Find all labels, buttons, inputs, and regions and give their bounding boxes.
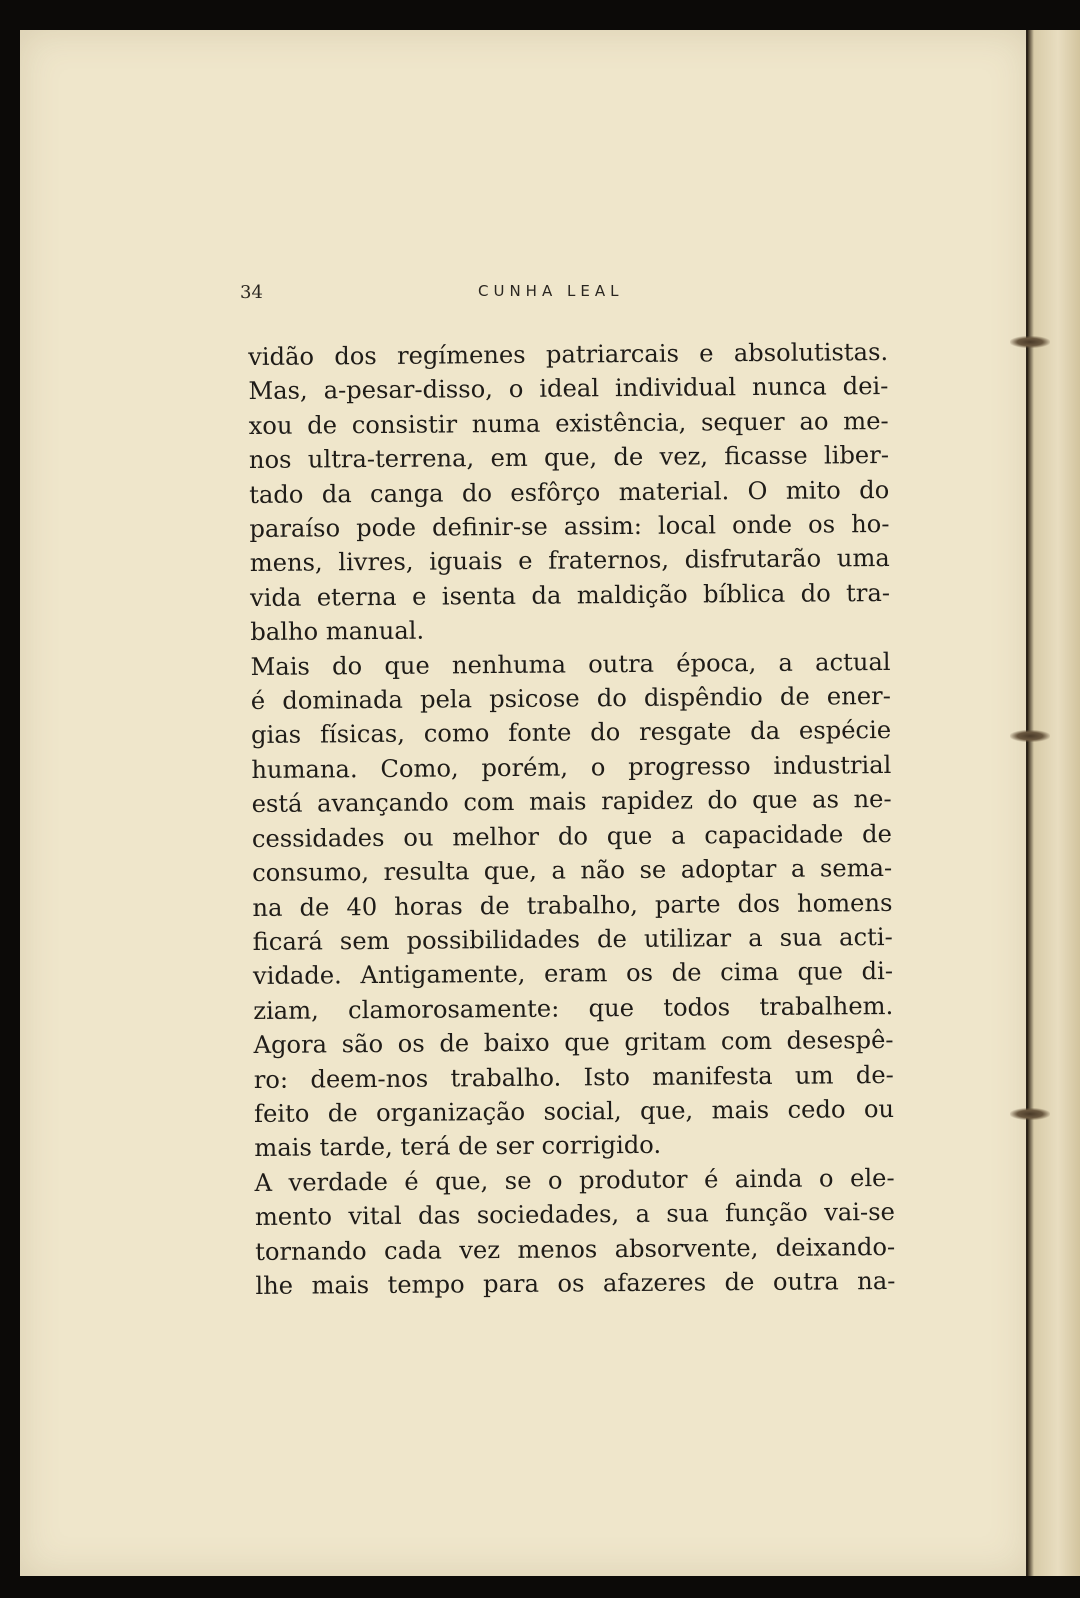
text-line: A verdade é que, se o produtor é ainda o ele- (254, 1163, 895, 1197)
text-line: tornando cada vez menos absorvente, deixando- (255, 1232, 896, 1266)
text-line: mento vital das sociedades, a sua função vai-se (254, 1198, 895, 1232)
running-title: CUNHA LEAL (478, 282, 624, 300)
page-number: 34 (240, 282, 263, 303)
text-line: gias físicas, como fonte do resgate da espécie (250, 716, 892, 750)
text-line: xou de consistir numa existência, sequer ao me- (248, 406, 889, 440)
text-line: ziam, clamorosamente: que todos trabalhem. (253, 991, 894, 1025)
text-line: humana. Como, porém, o progresso industrial (251, 750, 892, 784)
next-page-edge (1028, 30, 1080, 1576)
text-line: Mais do que nenhuma outra época, a actual (250, 647, 891, 681)
binding-stitch (1010, 730, 1050, 742)
running-head (240, 282, 890, 312)
text-line: na de 40 horas de trabalho, parte dos homens (252, 888, 893, 922)
text-line: ro: deem-nos trabalho. Isto manifesta um de- (253, 1060, 894, 1094)
text-line: vida eterna e isenta da maldição bíblica do tra- (249, 578, 891, 612)
text-line: Agora são os de baixo que gritam com desespê- (253, 1026, 894, 1060)
text-line: mais tarde, terá de ser corrigido. (254, 1131, 662, 1163)
text-line: cessidades ou melhor do que a capacidade de (251, 819, 893, 853)
text-line: paraíso pode definir-se assim: local onde os ho- (249, 509, 890, 544)
text-line: é dominada pela psicose do dispêndio de ener- (250, 682, 891, 716)
text-line: vidade. Antigamente, eram os de cima que di- (252, 957, 894, 991)
text-line: consumo, resulta que, a não se adoptar a sema- (252, 854, 893, 888)
text-line: Mas, a-pesar-disso, o ideal individual nunca dei- (248, 372, 889, 406)
text-line: lhe mais tempo para os afazeres de outra na- (255, 1266, 896, 1300)
text-line: mens, livres, iguais e fraternos, disfrutarão uma (249, 544, 890, 578)
text-line: tado da canga do esfôrço material. O mito do (249, 475, 890, 509)
body-text (248, 335, 896, 1303)
text-line: ficará sem possibilidades de utilizar a sua acti- (252, 922, 893, 956)
text-line: feito de organização social, que, mais cedo ou (253, 1094, 895, 1128)
text-line: balho manual. (250, 616, 425, 647)
binding-stitch (1010, 1108, 1050, 1120)
binding-stitch (1010, 336, 1050, 348)
text-line: vidão dos regímenes patriarcais e absolutistas. (248, 337, 889, 371)
text-line: nos ultra-terrena, em que, de vez, ficasse liber- (248, 441, 890, 475)
text-line: está avançando com mais rapidez do que as ne- (251, 785, 892, 819)
